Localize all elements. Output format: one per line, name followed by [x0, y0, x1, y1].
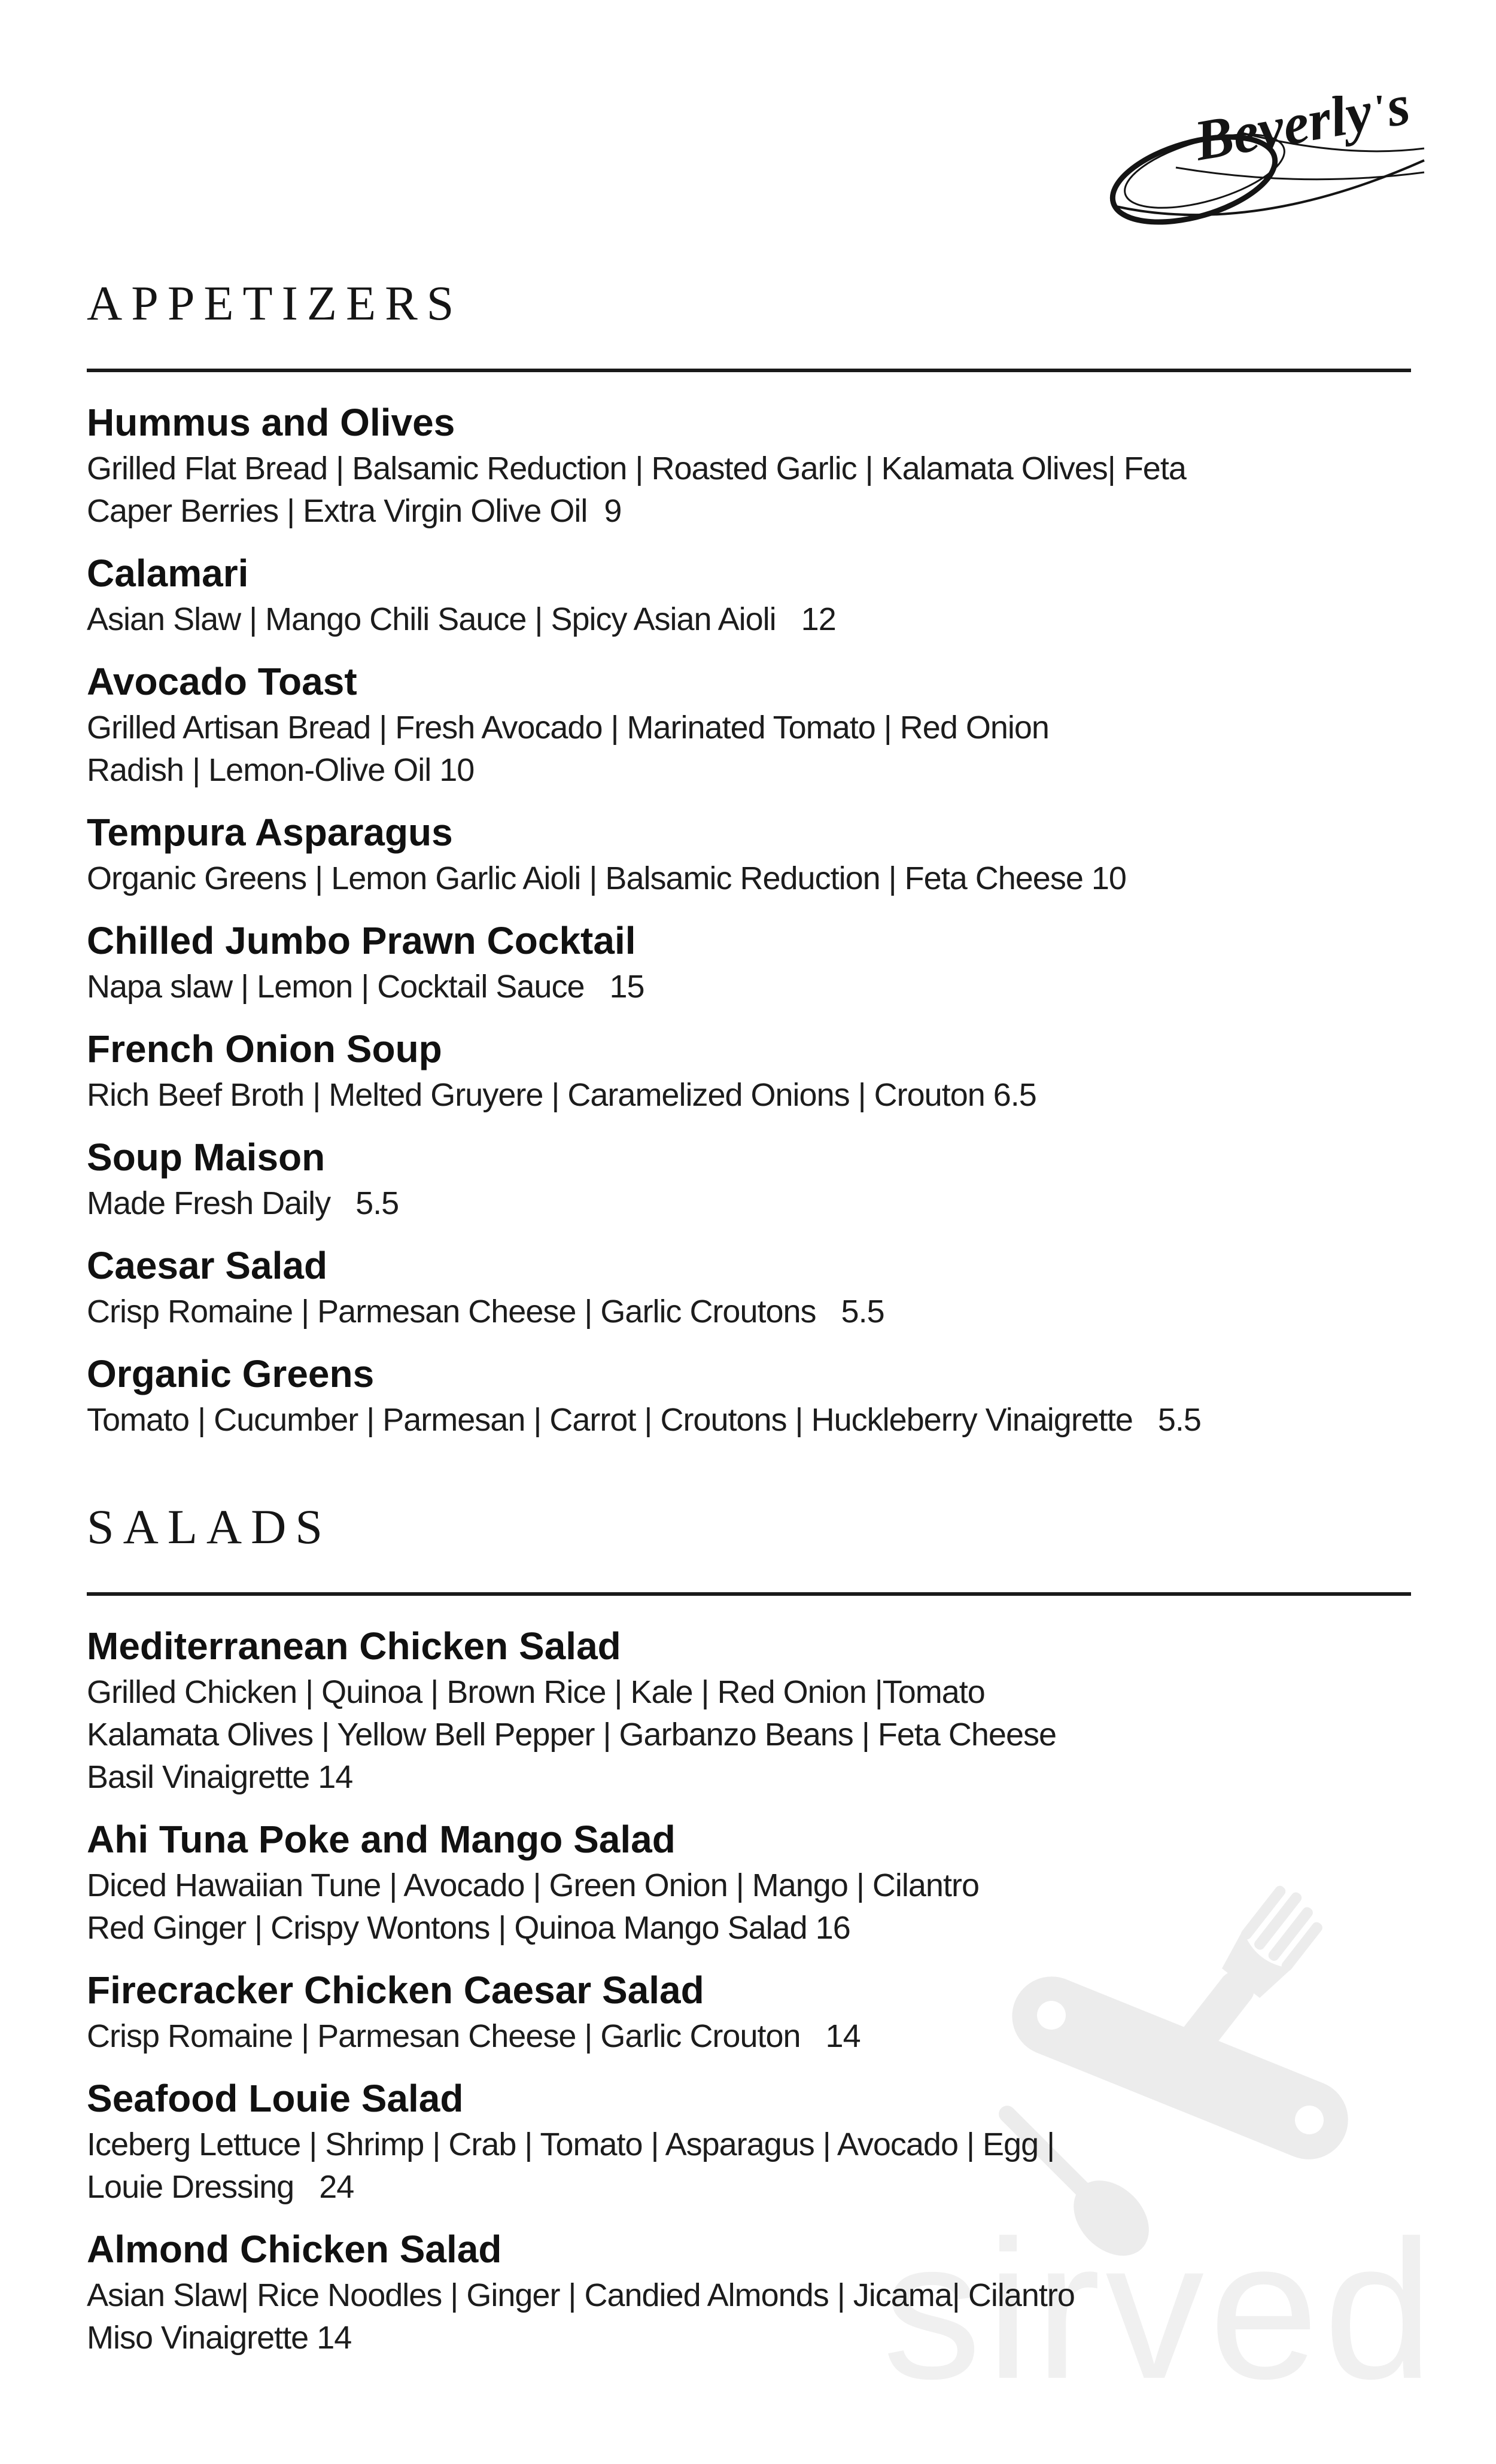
restaurant-logo: [1104, 96, 1427, 233]
menu-item-description-line: Rich Beef Broth | Melted Gruyere | Caramelized Onions | Crouton 6.5: [87, 1077, 1036, 1114]
menu-section: [87, 276, 1411, 1441]
section-title: SALADS: [87, 1499, 332, 1555]
menu-item-name: Chilled Jumbo Prawn Cocktail: [87, 919, 636, 963]
menu-item: [87, 399, 1411, 533]
menu-item-name: Soup Maison: [87, 1136, 326, 1179]
menu-item-description: [87, 966, 1411, 1008]
menu-item-description: [87, 2274, 1411, 2359]
menu-item-description: [87, 1182, 1411, 1225]
menu-item-description: [87, 448, 1411, 533]
menu-item-name: Tempura Asparagus: [87, 811, 453, 854]
menu-item: [87, 1815, 1411, 1949]
logo-text: Beverly's: [1190, 96, 1415, 173]
menu-item-description: [87, 857, 1411, 900]
watermark-brand-text: sirved: [883, 2199, 1439, 2420]
menu-item-name: Calamari: [87, 552, 249, 595]
menu-item: [87, 808, 1411, 900]
menu-item-description-line: Crisp Romaine | Parmesan Cheese | Garlic Crouton 14: [87, 2018, 860, 2055]
menu-item: [87, 917, 1411, 1008]
section-title: APPETIZERS: [87, 276, 463, 331]
menu-item-description-line: Asian Slaw| Rice Noodles | Ginger | Candied Almonds | Jicama| Cilantro: [87, 2277, 1075, 2314]
menu-item-description-line: Grilled Chicken | Quinoa | Brown Rice | Kale | Red Onion |Tomato: [87, 1674, 985, 1711]
menu-section: [87, 1499, 1411, 2359]
menu-item: [87, 2074, 1411, 2209]
menu-item-name: Organic Greens: [87, 1352, 375, 1396]
menu-item-name: Caesar Salad: [87, 1244, 328, 1288]
menu-item-description-line: Radish | Lemon-Olive Oil 10: [87, 752, 475, 789]
menu-item: [87, 1350, 1411, 1441]
menu-item-description: [87, 1864, 1411, 1949]
menu-item-description-line: Basil Vinaigrette 14: [87, 1759, 353, 1796]
section-divider-rule: [87, 369, 1411, 372]
menu-item-description-line: Red Ginger | Crispy Wontons | Quinoa Mango Salad 16: [87, 1910, 850, 1946]
menu-item-name: Hummus and Olives: [87, 401, 455, 445]
menu-item-name: French Onion Soup: [87, 1027, 442, 1071]
menu-item-description-line: Organic Greens | Lemon Garlic Aioli | Balsamic Reduction | Feta Cheese 10: [87, 860, 1126, 897]
menu-item-name: Ahi Tuna Poke and Mango Salad: [87, 1818, 676, 1861]
menu-item-description: [87, 1671, 1411, 1799]
section-items: [87, 1622, 1411, 2359]
menu-item: [87, 658, 1411, 792]
menu-item: [87, 1966, 1411, 2058]
menu-sections: [87, 276, 1411, 2359]
menu-item: [87, 1242, 1411, 1333]
menu-item-description-line: Crisp Romaine | Parmesan Cheese | Garlic Croutons 5.5: [87, 1294, 884, 1330]
menu-item-name: Firecracker Chicken Caesar Salad: [87, 1969, 704, 2012]
menu-item-description: [87, 707, 1411, 792]
menu-item-description-line: Asian Slaw | Mango Chili Sauce | Spicy Asian Aioli 12: [87, 601, 836, 638]
section-divider-rule: [87, 1592, 1411, 1596]
menu-item-description-line: Caper Berries | Extra Virgin Olive Oil 9: [87, 493, 622, 530]
menu-item: [87, 1622, 1411, 1799]
menu-item-description: [87, 2015, 1411, 2058]
menu-item-name: Seafood Louie Salad: [87, 2077, 464, 2121]
menu-item-description-line: Miso Vinaigrette 14: [87, 2320, 352, 2356]
menu-item-description-line: Grilled Artisan Bread | Fresh Avocado | Marinated Tomato | Red Onion: [87, 710, 1049, 746]
menu-item-description-line: Diced Hawaiian Tune | Avocado | Green Onion | Mango | Cilantro: [87, 1867, 979, 1904]
menu-item-description-line: Louie Dressing 24: [87, 2169, 354, 2206]
menu-item-description-line: Made Fresh Daily 5.5: [87, 1185, 399, 1222]
menu-item-description-line: Napa slaw | Lemon | Cocktail Sauce 15: [87, 969, 644, 1005]
menu-item: [87, 2225, 1411, 2359]
menu-item-description: [87, 1291, 1411, 1333]
menu-item-description-line: Kalamata Olives | Yellow Bell Pepper | Garbanzo Beans | Feta Cheese: [87, 1717, 1057, 1753]
menu-item: [87, 1025, 1411, 1117]
menu-item-description-line: Iceberg Lettuce | Shrimp | Crab | Tomato | Asparagus | Avocado | Egg |: [87, 2127, 1055, 2163]
menu-item-name: Avocado Toast: [87, 660, 357, 704]
menu-item-description: [87, 598, 1411, 641]
menu-item: [87, 1133, 1411, 1225]
menu-item-name: Mediterranean Chicken Salad: [87, 1625, 621, 1668]
menu-item-description: [87, 1074, 1411, 1117]
section-items: [87, 399, 1411, 1441]
menu-item-description-line: Tomato | Cucumber | Parmesan | Carrot | Croutons | Huckleberry Vinaigrette 5.5: [87, 1402, 1201, 1438]
menu-item-description: [87, 2124, 1411, 2209]
menu-item-description: [87, 1399, 1411, 1441]
menu-item: [87, 549, 1411, 641]
menu-item-name: Almond Chicken Salad: [87, 2228, 502, 2271]
menu-item-description-line: Grilled Flat Bread | Balsamic Reduction | Roasted Garlic | Kalamata Olives| Feta: [87, 451, 1186, 487]
